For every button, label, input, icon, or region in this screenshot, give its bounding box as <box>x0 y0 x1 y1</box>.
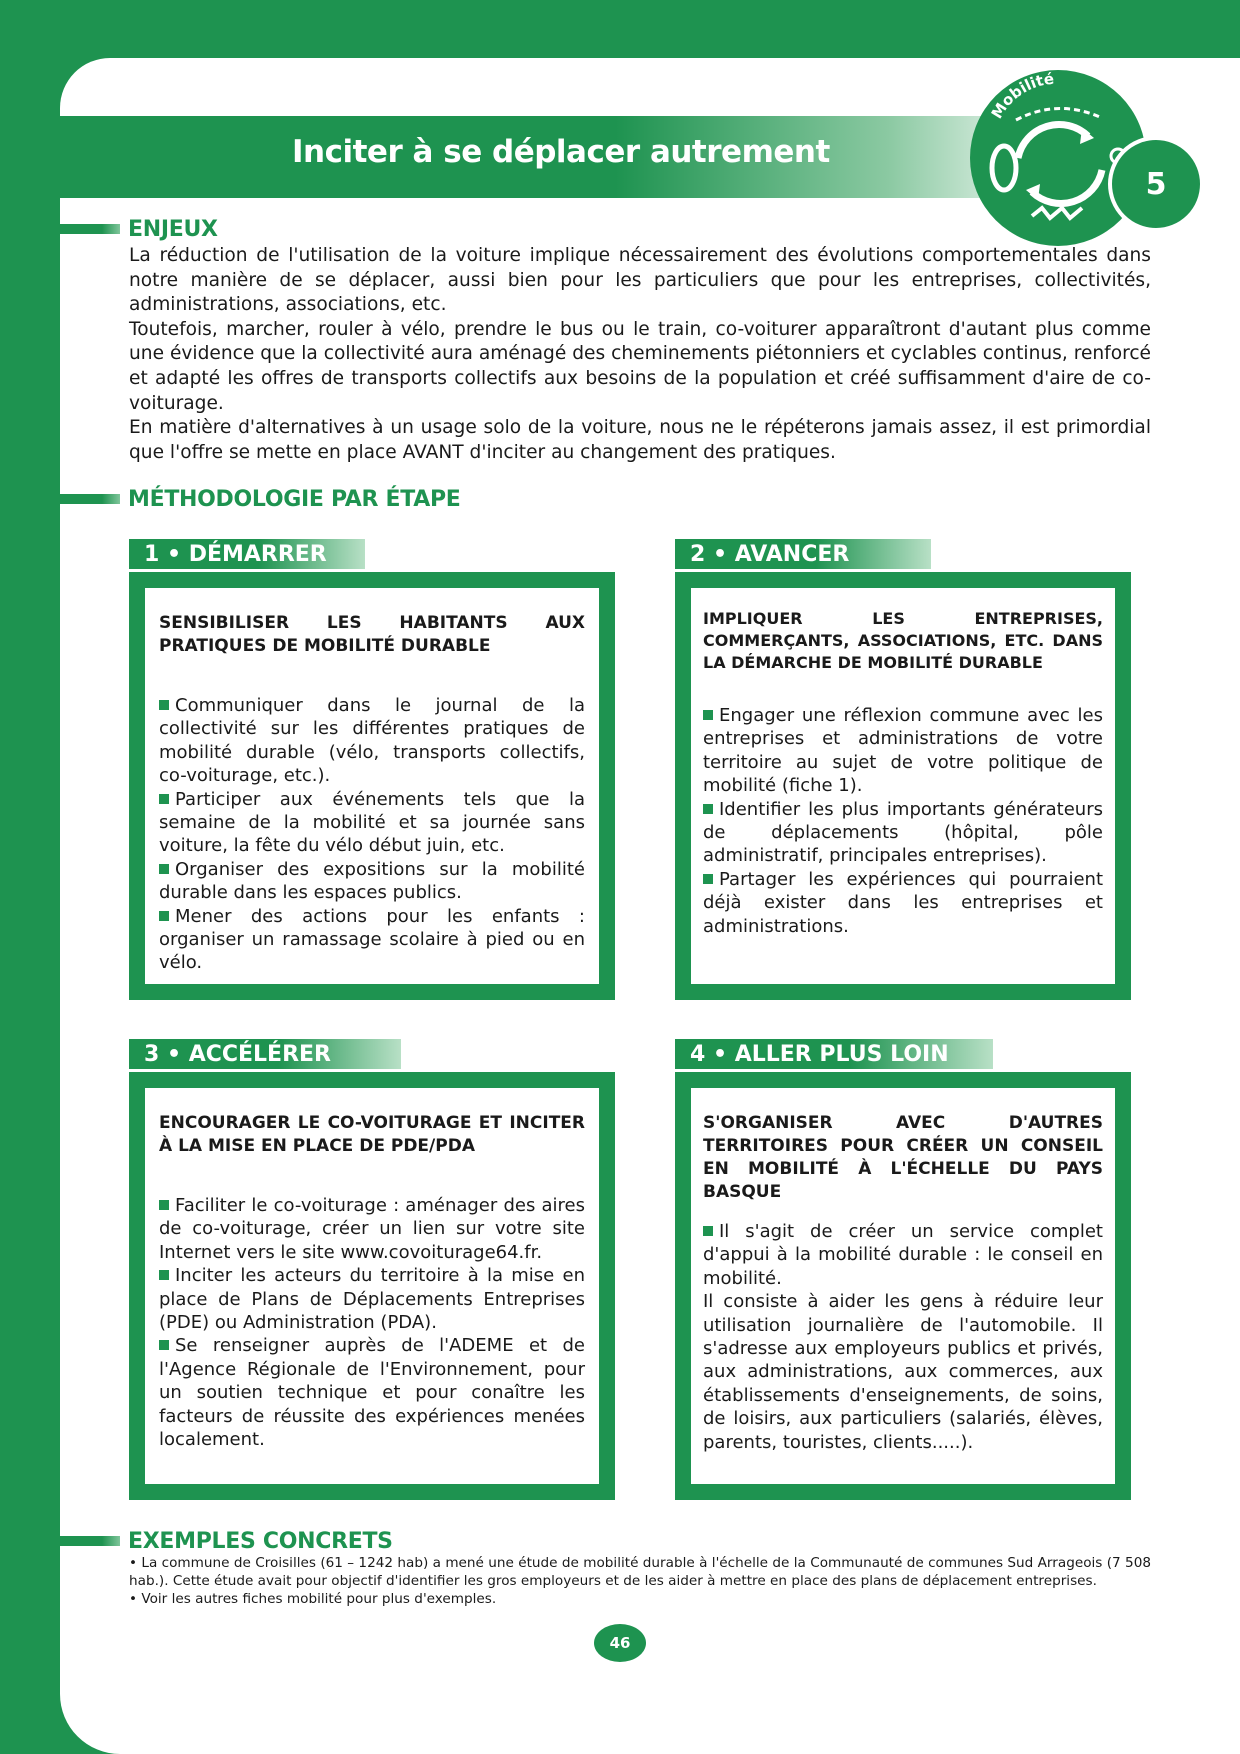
list-item: Faciliter le co-voiturage : aménager des aires de co-voiturage, créer un lien sur votre site Internet vers le site www.covoiturage64.fr. <box>159 1195 585 1263</box>
methodologie-title: MÉTHODOLOGIE PAR ÉTAPE <box>128 486 461 512</box>
page-title: Inciter à se déplacer autrement <box>292 134 830 170</box>
page-number: 46 <box>594 1624 646 1662</box>
enjeux-title: ENJEUX <box>128 216 218 242</box>
list-item: Engager une réflexion commune avec les entreprises et administrations de votre territoire au sujet de votre politique de mobilité (fiche 1). <box>703 705 1103 797</box>
list-item: Il s'agit de créer un service complet d'appui à la mobilité durable : le conseil en mobilité. <box>703 1221 1103 1289</box>
list-item: Organiser des expositions sur la mobilité durable dans les espaces publics. <box>159 858 585 904</box>
step-2-items <box>703 704 1103 938</box>
step-2-title: IMPLIQUER LES ENTREPRISES, COMMERÇANTS, ASSOCIATIONS, ETC. DANS LA DÉMARCHE DE MOBILITÉ DURABLE <box>703 609 1103 672</box>
square-bullet-icon <box>159 864 169 874</box>
step-3-items <box>159 1194 585 1451</box>
badge-label: Mobilité <box>987 69 1055 122</box>
step-3-label: 3 • ACCÉLÉRER <box>129 1039 401 1069</box>
list-item: Participer aux événements tels que la semaine de la mobilité et sa journée sans voiture, la fête du vélo début juin, etc. <box>159 788 585 857</box>
enjeux-heading <box>60 216 218 242</box>
square-bullet-icon <box>703 874 713 884</box>
step-1-items <box>159 694 585 975</box>
enjeux-paragraph: Toutefois, marcher, rouler à vélo, prendre le bus ou le train, co-voiturer apparaîtront d'autant plus comme une évidence que la collectivité aura aménagé des cheminements piétonniers et cyclables continus, renforcé et adapté les offres de transports collectifs aux besoins de la population et créé suffisamment d'aire de co-voiturage. <box>129 318 1151 414</box>
exemples-title: EXEMPLES CONCRETS <box>128 1528 393 1554</box>
enjeux-text <box>129 244 1151 465</box>
step-4-label: 4 • ALLER PLUS LOIN <box>675 1039 993 1069</box>
list-item: Se renseigner auprès de l'ADEME et de l'Agence Régionale de l'Environnement, pour un soutien technique et pour conaître les facteurs de réussite des expériences menées localement. <box>159 1335 585 1451</box>
list-item: Identifier les plus importants générateurs de déplacements (hôpital, pôle administratif, principales entreprises). <box>703 798 1103 867</box>
step-1-box <box>129 572 615 1000</box>
step-3-title: ENCOURAGER LE CO-VOITURAGE ET INCITER À LA MISE EN PLACE DE PDE/PDA <box>159 1113 585 1156</box>
exemples-text <box>129 1554 1151 1608</box>
step-3-box <box>129 1072 615 1500</box>
svg-text:Mobilité <box>988 70 1055 122</box>
methodologie-heading <box>60 486 461 512</box>
step-4-title: S'ORGANISER AVEC D'AUTRES TERRITOIRES POUR CRÉER UN CONSEIL EN MOBILITÉ À L'ÉCHELLE DU PAYS BASQUE <box>703 1113 1103 1202</box>
list-item: Partager les expériences qui pourraient déjà exister dans les entreprises et administrations. <box>703 868 1103 937</box>
step-2-label: 2 • AVANCER <box>675 539 931 569</box>
heading-bar <box>60 224 120 234</box>
square-bullet-icon <box>159 911 169 921</box>
list-item: Communiquer dans le journal de la collectivité sur les différentes pratiques de mobilité durable (vélo, transports collectifs, co-voiturage, etc.). <box>159 695 585 787</box>
step-4-box <box>675 1072 1131 1500</box>
step-4-items <box>703 1220 1103 1454</box>
example-line: • La commune de Croisilles (61 – 1242 hab) a mené une étude de mobilité durable à l'échelle de la Communauté de communes Sud Arrageois (7 508 hab.). Cette étude avait pour objectif d'identifier les gros employeurs et de les aider à mettre en place des plans de déplacement entreprises. <box>129 1555 1151 1589</box>
step-1-label: 1 • DÉMARRER <box>129 539 365 569</box>
square-bullet-icon <box>159 794 169 804</box>
exemples-heading <box>60 1528 393 1554</box>
example-line: • Voir les autres fiches mobilité pour plus d'exemples. <box>129 1591 497 1607</box>
square-bullet-icon <box>703 1226 713 1236</box>
step-1-title: SENSIBILISER LES HABITANTS AUX PRATIQUES DE MOBILITÉ DURABLE <box>159 613 585 656</box>
enjeux-paragraph: En matière d'alternatives à un usage solo de la voiture, nous ne le répéterons jamais assez, il est primordial que l'offre se mette en place AVANT d'inciter au changement des pratiques. <box>129 417 1151 463</box>
heading-bar <box>60 1536 120 1546</box>
square-bullet-icon <box>159 1270 169 1280</box>
list-item: Mener des actions pour les enfants : organiser un ramassage scolaire à pied ou en vélo. <box>159 905 585 974</box>
list-item: Inciter les acteurs du territoire à la mise en place de Plans de Déplacements Entreprises (PDE) ou Administration (PDA). <box>159 1265 585 1334</box>
enjeux-paragraph: La réduction de l'utilisation de la voiture implique nécessairement des évolutions comportementales dans notre manière de se déplacer, aussi bien pour les particuliers que pour les entreprises, collectivités, administrations, associations, etc. <box>129 245 1151 316</box>
square-bullet-icon <box>703 710 713 720</box>
heading-bar <box>60 494 120 504</box>
square-bullet-icon <box>703 804 713 814</box>
square-bullet-icon <box>159 1340 169 1350</box>
square-bullet-icon <box>159 700 169 710</box>
step-4-paragraph: Il consiste à aider les gens à réduire leur utilisation journalière de l'automobile. Il s'adresse aux employeurs publics et privés, aux administrations, aux commerces, aux établissements d'enseignements, de soins, de loisirs, aux particuliers (salariés, élèves, parents, touristes, clients.....). <box>703 1291 1103 1453</box>
square-bullet-icon <box>159 1200 169 1210</box>
step-2-box <box>675 572 1131 1000</box>
fiche-number-badge: 5 <box>1108 136 1204 232</box>
